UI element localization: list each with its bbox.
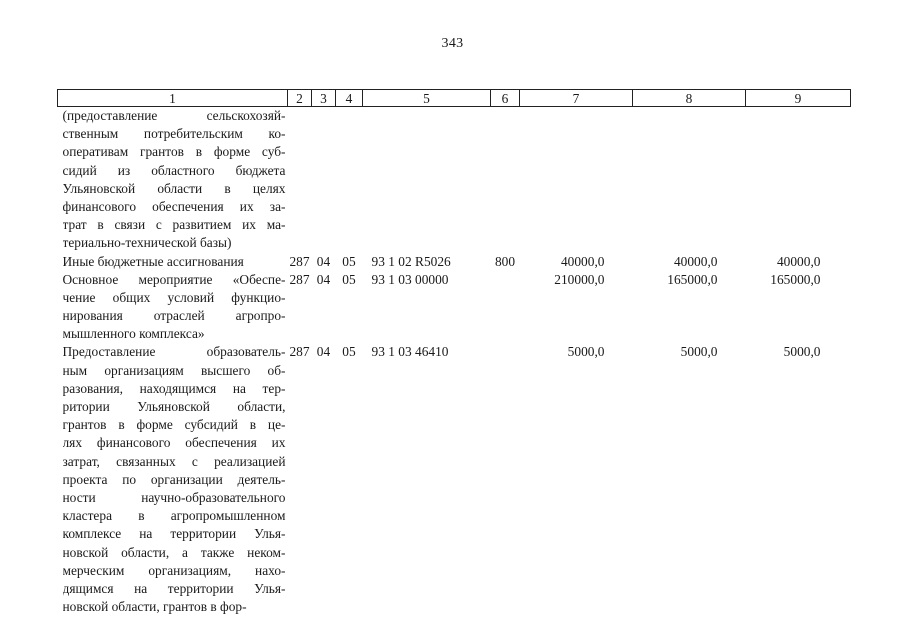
ministry-code: 287 xyxy=(289,253,310,269)
column-header-1: 1 xyxy=(58,90,288,107)
description-line: трат в связи с развитием их ма- xyxy=(62,217,286,233)
column-header-6: 6 xyxy=(491,90,520,107)
amount-year-2: 40000,0 xyxy=(673,253,718,269)
description-line: ности научно-образовательного xyxy=(62,489,286,505)
row-description xyxy=(58,253,288,271)
target-article-code xyxy=(363,107,491,253)
table-row xyxy=(58,343,851,616)
description-line: лях финансового обеспечения их xyxy=(62,435,286,451)
description-line: дящимся на территории Улья- xyxy=(62,580,286,596)
description-line: Основное мероприятие «Обеспе- xyxy=(62,271,286,287)
target-article-code: 93 1 03 46410 xyxy=(371,344,449,360)
description-line: Ульяновской области в целях xyxy=(62,180,286,196)
description-line: новской области, а также неком- xyxy=(62,544,286,560)
description-line: кластера в агропромышленном xyxy=(62,508,286,524)
ministry-code: 287 xyxy=(289,271,310,287)
column-header-5: 5 xyxy=(363,90,491,107)
table-row xyxy=(58,271,851,344)
row-description xyxy=(58,107,288,253)
description-line: чение общих условий функцио- xyxy=(62,289,286,305)
subsection-code xyxy=(336,107,363,253)
section-code xyxy=(312,107,336,253)
amount-year-3: 5000,0 xyxy=(783,344,821,360)
section-code: 04 xyxy=(316,271,331,287)
description-line: (предоставление сельскохозяй- xyxy=(62,108,286,123)
description-line: грантов в форме субсидий в це- xyxy=(62,417,286,433)
description-line: комплексе на территории Улья- xyxy=(62,526,286,542)
description-line: затрат, связанных с реализацией xyxy=(62,453,286,469)
amount-year-2 xyxy=(633,107,746,253)
amount-year-3 xyxy=(746,107,851,253)
row-description xyxy=(58,271,288,344)
subsection-code: 05 xyxy=(342,271,356,287)
amount-year-1: 5000,0 xyxy=(567,344,605,360)
description-line: новской области, грантов в фор- xyxy=(62,599,247,615)
column-header-3: 3 xyxy=(312,90,336,107)
column-header-2: 2 xyxy=(288,90,312,107)
table-row xyxy=(58,107,851,253)
description-line: ритории Ульяновской области, xyxy=(62,399,286,415)
description-line: ственным потребительским ко- xyxy=(62,126,286,142)
subsection-code: 05 xyxy=(342,253,356,269)
amount-year-1: 210000,0 xyxy=(554,271,605,287)
description-line: мышленного комплекса» xyxy=(62,326,205,342)
description-line: проекта по организации деятель- xyxy=(62,471,286,487)
amount-year-1 xyxy=(520,107,633,253)
expense-type-code xyxy=(491,343,520,616)
description-line: ным организациям высшего об- xyxy=(62,362,286,378)
ministry-code xyxy=(288,107,312,253)
amount-year-3: 40000,0 xyxy=(776,253,821,269)
column-header-8: 8 xyxy=(633,90,746,107)
column-number-header-row xyxy=(58,90,851,107)
ministry-code: 287 xyxy=(289,344,310,360)
expense-type-code: 800 xyxy=(494,253,516,269)
table-row xyxy=(58,253,851,271)
description-line: Иные бюджетные ассигнования xyxy=(62,253,244,269)
description-line: финансового обеспечения их за- xyxy=(62,198,286,214)
expense-type-code xyxy=(491,107,520,253)
section-code: 04 xyxy=(316,344,331,360)
budget-table xyxy=(57,89,851,616)
description-line: нирования отраслей агропро- xyxy=(62,308,286,324)
subsection-code: 05 xyxy=(342,344,356,360)
column-header-7: 7 xyxy=(520,90,633,107)
section-code: 04 xyxy=(316,253,331,269)
description-line: териально-технической базы) xyxy=(62,235,232,251)
description-line: мерческим организациям, нахо- xyxy=(62,562,286,578)
expense-type-code xyxy=(491,271,520,344)
row-description xyxy=(58,343,288,616)
amount-year-2: 165000,0 xyxy=(667,271,718,287)
table-body xyxy=(58,107,851,617)
amount-year-3: 165000,0 xyxy=(770,271,821,287)
description-line: разования, находящимся на тер- xyxy=(62,380,286,396)
description-line: сидий из областного бюджета xyxy=(62,162,286,178)
column-header-4: 4 xyxy=(336,90,363,107)
description-line: оперативам грантов в форме суб- xyxy=(62,144,286,160)
amount-year-2: 5000,0 xyxy=(680,344,718,360)
page-number: 343 xyxy=(441,36,464,51)
description-line: Предоставление образователь- xyxy=(62,344,286,360)
target-article-code: 93 1 03 00000 xyxy=(371,271,449,287)
column-header-9: 9 xyxy=(746,90,851,107)
target-article-code: 93 1 02 R5026 xyxy=(371,253,451,269)
amount-year-1: 40000,0 xyxy=(560,253,605,269)
